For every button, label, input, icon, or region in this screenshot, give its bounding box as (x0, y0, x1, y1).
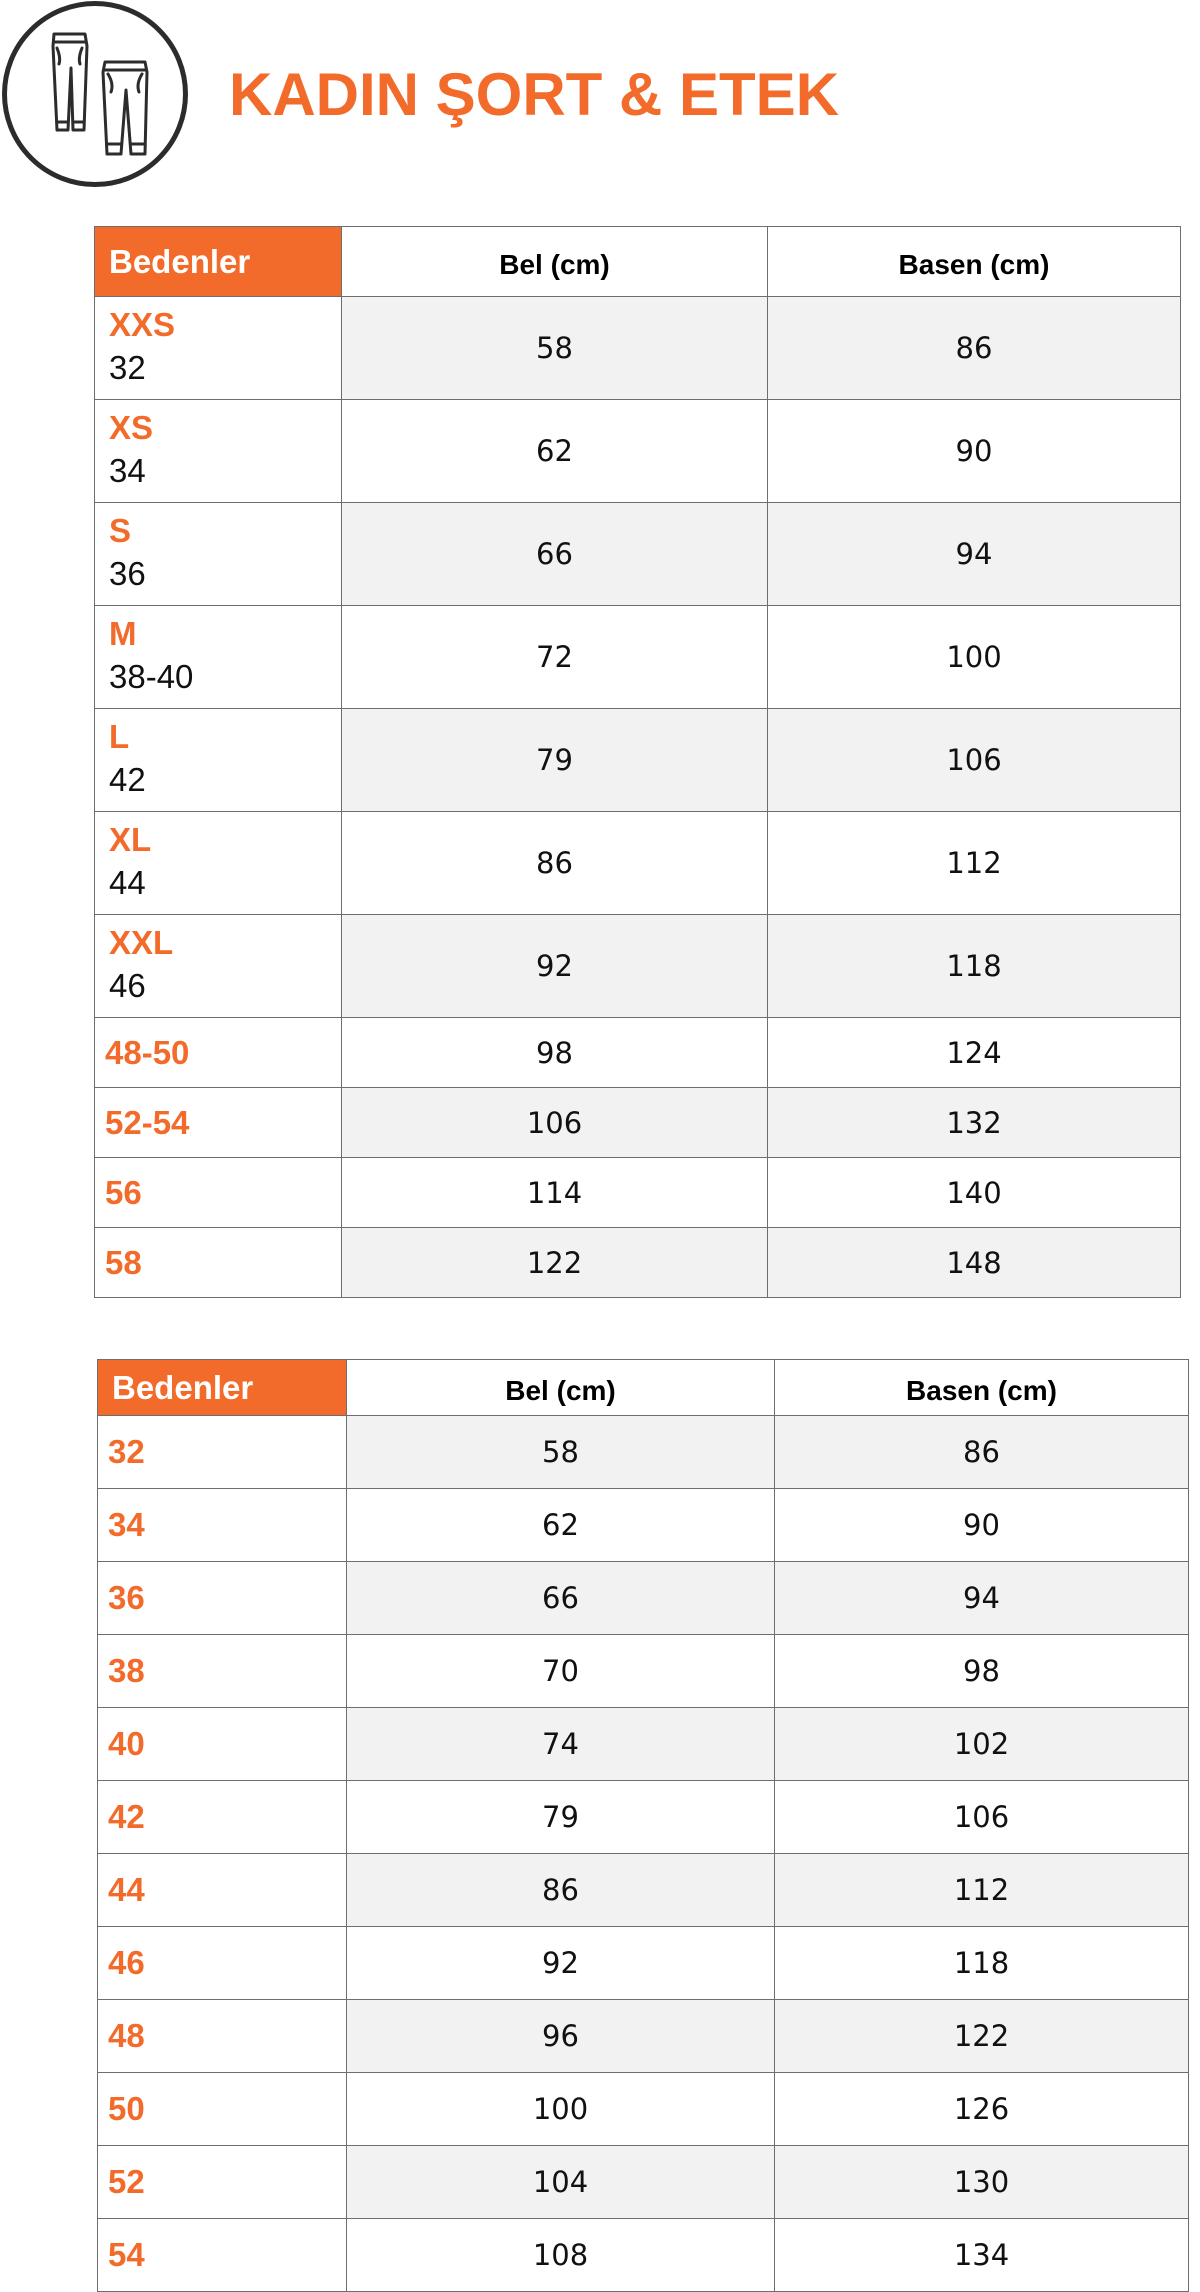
waist-value: 86 (347, 1854, 775, 1927)
waist-value: 114 (342, 1158, 768, 1228)
waist-value: 96 (347, 2000, 775, 2073)
hip-value: 126 (775, 2073, 1189, 2146)
size-cell: 58 (95, 1228, 342, 1298)
hip-value: 148 (768, 1228, 1181, 1298)
hip-value: 86 (775, 1416, 1189, 1489)
hip-value: 118 (768, 915, 1181, 1018)
size-cell: 52-54 (95, 1088, 342, 1158)
size-cell: XXL 46 (95, 915, 342, 1018)
hip-value: 140 (768, 1158, 1181, 1228)
hip-value: 112 (775, 1854, 1189, 1927)
table-header-row (98, 1360, 1189, 1416)
hip-value: 100 (768, 606, 1181, 709)
waist-value: 66 (347, 1562, 775, 1635)
table-row (95, 1018, 1181, 1088)
waist-value: 79 (342, 709, 768, 812)
header-sizes: Bedenler (98, 1360, 347, 1416)
page-title: KADIN ŞORT & ETEK (229, 61, 840, 128)
waist-value: 108 (347, 2219, 775, 2292)
waist-value: 72 (342, 606, 768, 709)
table-row (95, 1158, 1181, 1228)
waist-value: 86 (342, 812, 768, 915)
waist-value: 104 (347, 2146, 775, 2219)
size-cell: 42 (98, 1781, 347, 1854)
size-cell: 56 (95, 1158, 342, 1228)
size-cell: 38 (98, 1635, 347, 1708)
table-row (98, 1854, 1189, 1927)
size-cell: 46 (98, 1927, 347, 2000)
hip-value: 134 (775, 2219, 1189, 2292)
table-row (95, 915, 1181, 1018)
table-row (95, 606, 1181, 709)
size-cell: 34 (98, 1489, 347, 1562)
size-cell: 48 (98, 2000, 347, 2073)
table-row (95, 400, 1181, 503)
size-cell: 52 (98, 2146, 347, 2219)
table-row (95, 1088, 1181, 1158)
size-cell: L 42 (95, 709, 342, 812)
waist-value: 92 (347, 1927, 775, 2000)
size-cell: XS 34 (95, 400, 342, 503)
hip-value: 130 (775, 2146, 1189, 2219)
size-cell: 50 (98, 2073, 347, 2146)
hip-value: 124 (768, 1018, 1181, 1088)
table-row (98, 1781, 1189, 1854)
hip-value: 106 (775, 1781, 1189, 1854)
waist-value: 122 (342, 1228, 768, 1298)
header-hip: Basen (cm) (775, 1360, 1189, 1416)
hip-value: 118 (775, 1927, 1189, 2000)
size-cell: 32 (98, 1416, 347, 1489)
table-row (98, 1635, 1189, 1708)
waist-value: 98 (342, 1018, 768, 1088)
waist-value: 106 (342, 1088, 768, 1158)
waist-value: 74 (347, 1708, 775, 1781)
size-cell: 44 (98, 1854, 347, 1927)
size-cell: 54 (98, 2219, 347, 2292)
pants-icon (2, 1, 188, 187)
table-row (95, 1228, 1181, 1298)
table-row (98, 1708, 1189, 1781)
hip-value: 106 (768, 709, 1181, 812)
table-header-row (95, 227, 1181, 297)
table-row (98, 1416, 1189, 1489)
header-waist: Bel (cm) (347, 1360, 775, 1416)
table-row (95, 812, 1181, 915)
size-table-1 (94, 226, 1181, 1298)
size-cell: M 38-40 (95, 606, 342, 709)
size-cell: XL 44 (95, 812, 342, 915)
hip-value: 90 (775, 1489, 1189, 1562)
waist-value: 79 (347, 1781, 775, 1854)
waist-value: 100 (347, 2073, 775, 2146)
table-row (98, 2146, 1189, 2219)
size-cell: XXS 32 (95, 297, 342, 400)
hip-value: 98 (775, 1635, 1189, 1708)
hip-value: 90 (768, 400, 1181, 503)
table-row (95, 297, 1181, 400)
hip-value: 102 (775, 1708, 1189, 1781)
header-hip: Basen (cm) (768, 227, 1181, 297)
table-row (98, 2219, 1189, 2292)
size-table-2 (97, 1359, 1189, 2292)
waist-value: 66 (342, 503, 768, 606)
table-row (98, 1562, 1189, 1635)
header-waist: Bel (cm) (342, 227, 768, 297)
waist-value: 58 (342, 297, 768, 400)
hip-value: 112 (768, 812, 1181, 915)
size-cell: 48-50 (95, 1018, 342, 1088)
table-row (98, 1927, 1189, 2000)
table-row (98, 1489, 1189, 1562)
size-cell: 40 (98, 1708, 347, 1781)
waist-value: 92 (342, 915, 768, 1018)
waist-value: 70 (347, 1635, 775, 1708)
hip-value: 94 (775, 1562, 1189, 1635)
size-cell: S 36 (95, 503, 342, 606)
table-row (95, 709, 1181, 812)
waist-value: 58 (347, 1416, 775, 1489)
table-row (95, 503, 1181, 606)
waist-value: 62 (342, 400, 768, 503)
hip-value: 132 (768, 1088, 1181, 1158)
table-row (98, 2000, 1189, 2073)
header-sizes: Bedenler (95, 227, 342, 297)
waist-value: 62 (347, 1489, 775, 1562)
hip-value: 94 (768, 503, 1181, 606)
hip-value: 86 (768, 297, 1181, 400)
hip-value: 122 (775, 2000, 1189, 2073)
size-cell: 36 (98, 1562, 347, 1635)
table-row (98, 2073, 1189, 2146)
